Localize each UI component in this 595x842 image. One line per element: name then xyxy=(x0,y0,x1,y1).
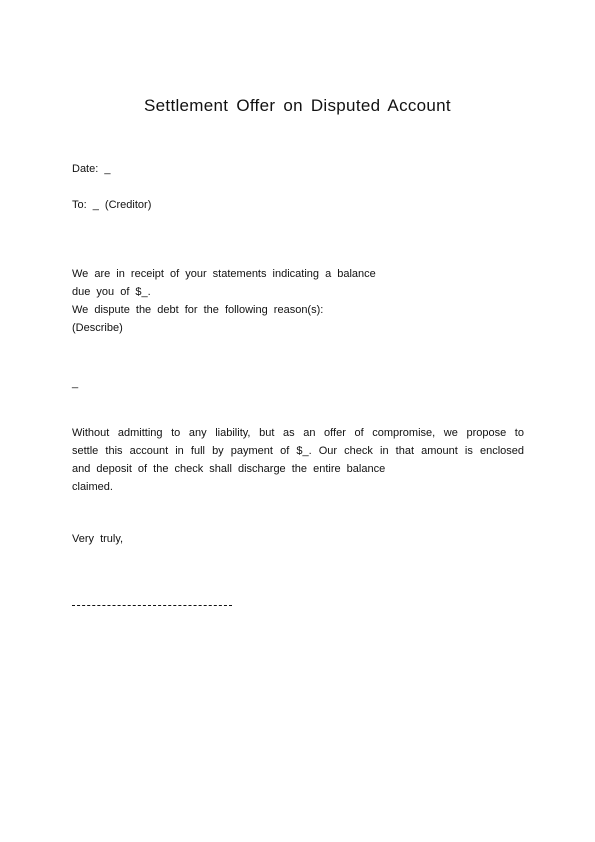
closing-line: Very truly, xyxy=(72,533,124,545)
date-line: Date: _ xyxy=(72,163,111,175)
dispute-line-1: We are in receipt of your statements indicating a balance xyxy=(72,268,376,280)
dispute-line-4: (Describe) xyxy=(72,322,123,334)
reason-blank: _ xyxy=(72,377,79,389)
dispute-paragraph xyxy=(72,265,524,337)
signature-line xyxy=(72,605,232,606)
offer-paragraph xyxy=(72,424,524,496)
recipient-line: To: _ (Creditor) xyxy=(72,199,152,211)
dispute-line-3: We dispute the debt for the following reason(s): xyxy=(72,304,324,316)
offer-line-1: Without admitting to any liability, but as an offer of compromise, we propose to xyxy=(72,427,524,439)
offer-line-3: and deposit of the check shall discharge the entire balance xyxy=(72,463,386,475)
document-title: Settlement Offer on Disputed Account xyxy=(144,96,451,115)
dispute-line-2: due you of $_. xyxy=(72,286,151,298)
offer-line-2: settle this account in full by payment of $_. Our check in that amount is enclosed xyxy=(72,445,524,457)
offer-line-4: claimed. xyxy=(72,481,113,493)
